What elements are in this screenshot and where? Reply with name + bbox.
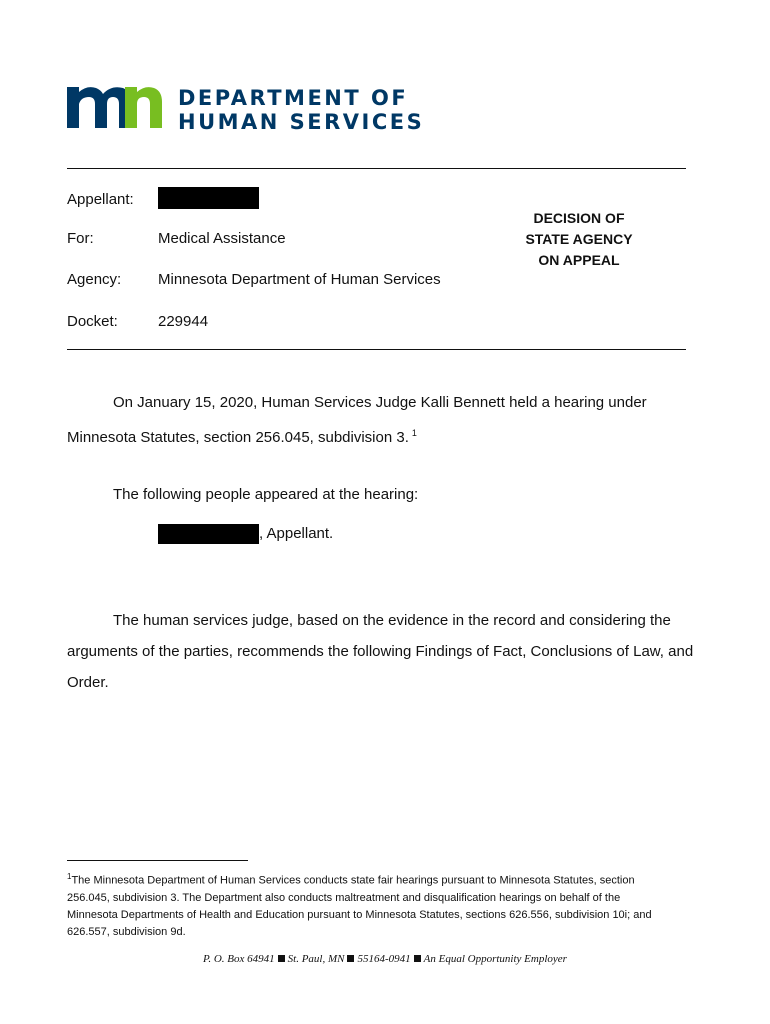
agency-label: Agency:	[67, 271, 122, 288]
footnote-line-1	[67, 868, 707, 890]
footer-zip: 55164-0941	[357, 953, 411, 965]
footer-eoe: An Equal Opportunity Employer	[423, 953, 567, 965]
footnote-line-3: Minnesota Departments of Health and Education pursuant to Minnesota Statutes, sections 626.556, subdivision 10i; and	[67, 908, 652, 921]
page-footer	[0, 953, 770, 965]
for-value: Medical Assistance	[158, 230, 286, 247]
decision-line-3: ON APPEAL	[538, 252, 620, 268]
paragraph-1-line-2-text: Minnesota Statutes, section 256.045, subdivision 3.	[67, 429, 409, 446]
bottom-divider	[67, 349, 686, 350]
docket-label: Docket:	[67, 313, 118, 330]
wordmark-line-2: HUMAN SERVICES	[178, 110, 425, 134]
footnote-number: 1	[67, 872, 72, 881]
agency-value: Minnesota Department of Human Services	[158, 271, 441, 288]
paragraph-1-line-2	[67, 418, 417, 453]
square-bullet-icon	[278, 955, 285, 962]
appearance-role: , Appellant.	[259, 525, 334, 542]
appearance-name-redaction	[158, 524, 259, 544]
square-bullet-icon	[347, 955, 354, 962]
paragraph-3-line-2: arguments of the parties, recommends the following Findings of Fact, Conclusions of Law, and	[67, 643, 694, 660]
decision-line-2: STATE AGENCY	[525, 231, 633, 247]
footnote-line-1-text: The Minnesota Department of Human Services conducts state fair hearings pursuant to Minnesota Statutes, section	[71, 874, 635, 887]
paragraph-1-line-1: On January 15, 2020, Human Services Judge Kalli Bennett held a hearing under	[113, 394, 647, 411]
decision-line-1: DECISION OF	[533, 210, 625, 226]
appellant-name-redaction	[158, 187, 259, 209]
top-divider	[67, 168, 686, 169]
wordmark-line-1: DEPARTMENT OF	[178, 86, 409, 110]
paragraph-3-line-3: Order.	[67, 674, 109, 691]
square-bullet-icon	[414, 955, 421, 962]
footer-po-box: P. O. Box 64941	[203, 953, 275, 965]
footnote-line-2: 256.045, subdivision 3. The Department also conducts maltreatment and disqualification hearings on behalf of the	[67, 891, 621, 904]
paragraph-2: The following people appeared at the hearing:	[113, 486, 419, 503]
docket-value: 229944	[158, 313, 209, 330]
footnote-separator	[67, 860, 248, 861]
footnote-line-4: 626.557, subdivision 9d.	[67, 925, 186, 938]
for-label: For:	[67, 230, 94, 247]
department-wordmark	[178, 86, 424, 134]
mn-logo-icon	[67, 84, 167, 130]
footnote	[67, 868, 707, 941]
footer-city: St. Paul, MN	[287, 953, 345, 965]
footnote-reference: 1	[411, 428, 417, 438]
decision-heading	[500, 208, 658, 271]
paragraph-3-line-1: The human services judge, based on the evidence in the record and considering the	[113, 612, 671, 629]
appellant-label: Appellant:	[67, 191, 134, 208]
